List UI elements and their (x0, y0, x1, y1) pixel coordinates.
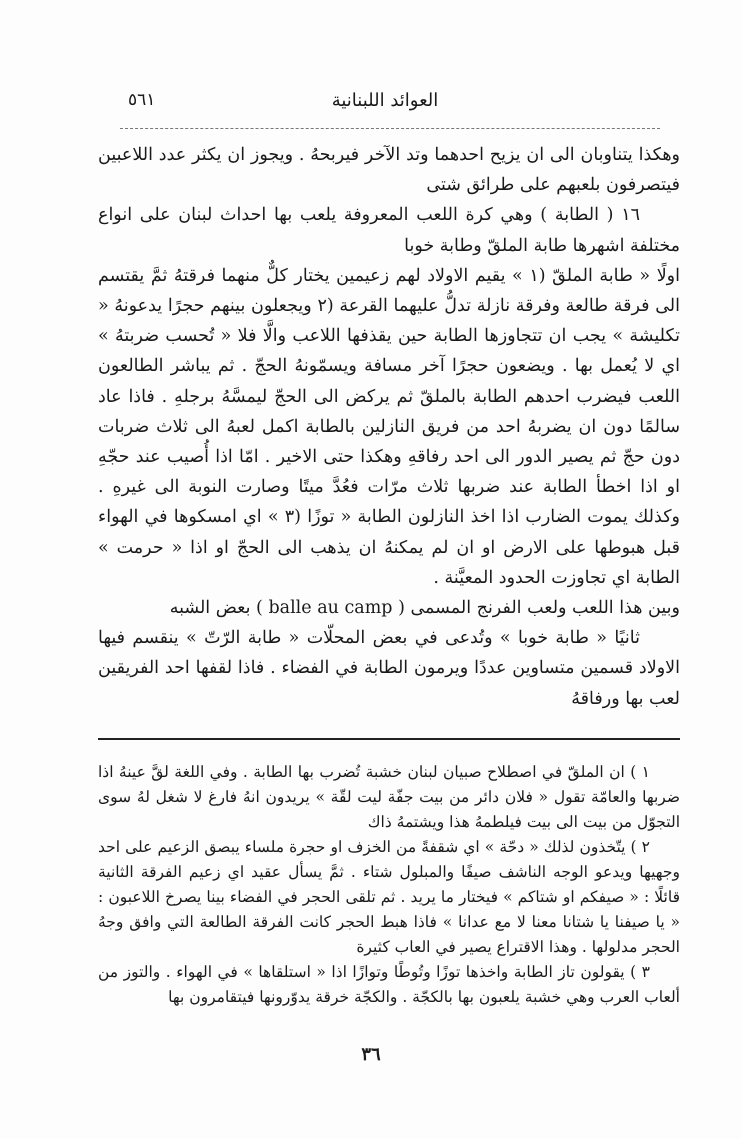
latin-phrase: balle au camp (268, 598, 393, 619)
footnote-1: ١ ) ان الملقّ في اصطلاح صبيان لبنان خشبة تُضرب بها الطابة . وفي اللغة لقَّ عينهُ اذا ضربها والعامّة تقول « فلان دائر من بيت جفّة ليت لقّة » يريدون انهُ فارغ لا شغل لهُ سوى التجوّل من بيت الى بيت فيلطمهُ هذا ويشتمهُ ذاك (98, 763, 680, 831)
footnote-2: ٢ ) يتّخذون لذلك « دحّة » اي شقفةً من الخزف او حجرة ملساء يبصق الزعيم على احد وجهيها ويدعو الوجه الناشف صيفًا والمبلول شتاء . ثمَّ يسأل عقيد اي زعيم الفرقة الثانية قائلًا : « صيفكم او شتاكم » فيختار ما يريد . ثم تلقى الحجر في الفضاء بينا يصرخ اللاعبون : « يا صيفنا يا شتانا معنا لا مع عدانا » فاذا هبط الحجر كانت الفرقة الطالعة التي وافق وجهُ الحجر مدلولها . وهذا الاقتراع يصير في العاب كثيرة (98, 838, 680, 956)
page-header (100, 88, 670, 118)
paragraph: ثانيًا « طابة خوبا » وتُدعى في بعض المحلّات « طابة الرّتّ » ينقسم فيها الاولاد قسمين متساوين عددًا ويرمون الطابة في الفضاء . فاذا لقفها احد الفريقين لعب بها ورفاقهُ (98, 628, 680, 709)
header-rule (120, 128, 660, 129)
paragraph: ١٦ ( الطابة ) وهي كرة اللعب المعروفة يلعب بها احداث لبنان على انواع مختلفة اشهرها طابة الملقّ وطابة خوبا (98, 205, 680, 256)
body-text (98, 140, 680, 714)
signature-mark: ٣٦ (361, 1044, 381, 1065)
footnote-rule (98, 738, 680, 740)
running-title: العوائد اللبنانية (331, 90, 439, 111)
page-number: ٥٦١ (128, 90, 156, 110)
paragraph: اولًا « طابة الملقّ (١ » يقيم الاولاد لهم زعيمين يختار كلٌّ منهما فرقتهُ ثمَّ يقتسم الى فرقة طالعة وفرقة نازلة تدلُّ عليهما القرعة (٢ ويجعلون بينهم حجرًا يدعونهُ « تكليشة » يجب ان تتجاوزها الطابة حين يقذفها اللاعب والَّا فلا « تُحسب ضربتهُ » اي لا يُعمل بها . ويضعون حجرًا آخر مسافة ويسمّونهُ الحجّ . ثم يباشر الطالعون اللعب فيضرب احدهم الطابة بالملقّ ثم يركض الى الحجّ ليمسَّهُ برجلهِ . فاذا عاد سالمًا دون ان يضربهُ احد من فريق النازلين بالطابة اكمل لعبهُ الى ثلاث ضربات دون حجّ ثم يصير الدور الى احد رفاقهِ وهكذا حتى الاخير . امّا اذا أُصيب عند حجّهِ او اذا اخطأ الطابة عند ضربها ثلاث مرّات فعُدَّ ميتًا وصارت النوبة الى غيرهِ . وكذلك يموت الضارب اذا اخذ النازلون الطابة « توزًا (٣ » اي امسكوها في الهواء قبل هبوطها على الارض او ان لم يمكنهُ ان يذهب الى الحجّ او اذا « حرمت » الطابة اي تجاوزت الحدود المعيَّنة . (98, 265, 680, 588)
footnotes (98, 760, 680, 1010)
footnote-3: ٣ ) يقولون تاز الطابة واخذها توزًا وتُوطًا وتوازًا اذا « استلقاها » في الهواء . والتوز من ألعاب العرب وهي خشبة يلعبون بها بالكجّة . والكجّة خرقة يدوّرونها فيتقامرون بها (98, 963, 680, 1006)
paragraph-with-latin: وبين هذا اللعب ولعب الفرنج المسمى ( balle au camp ) بعض الشبه (169, 598, 680, 619)
paragraph: وهكذا يتناوبان الى ان يزيح احدهما وتد الآخر فيربحهُ . ويجوز ان يكثر عدد اللاعبين فيتصرفون بلعبهم على طرائق شتى (98, 145, 680, 196)
